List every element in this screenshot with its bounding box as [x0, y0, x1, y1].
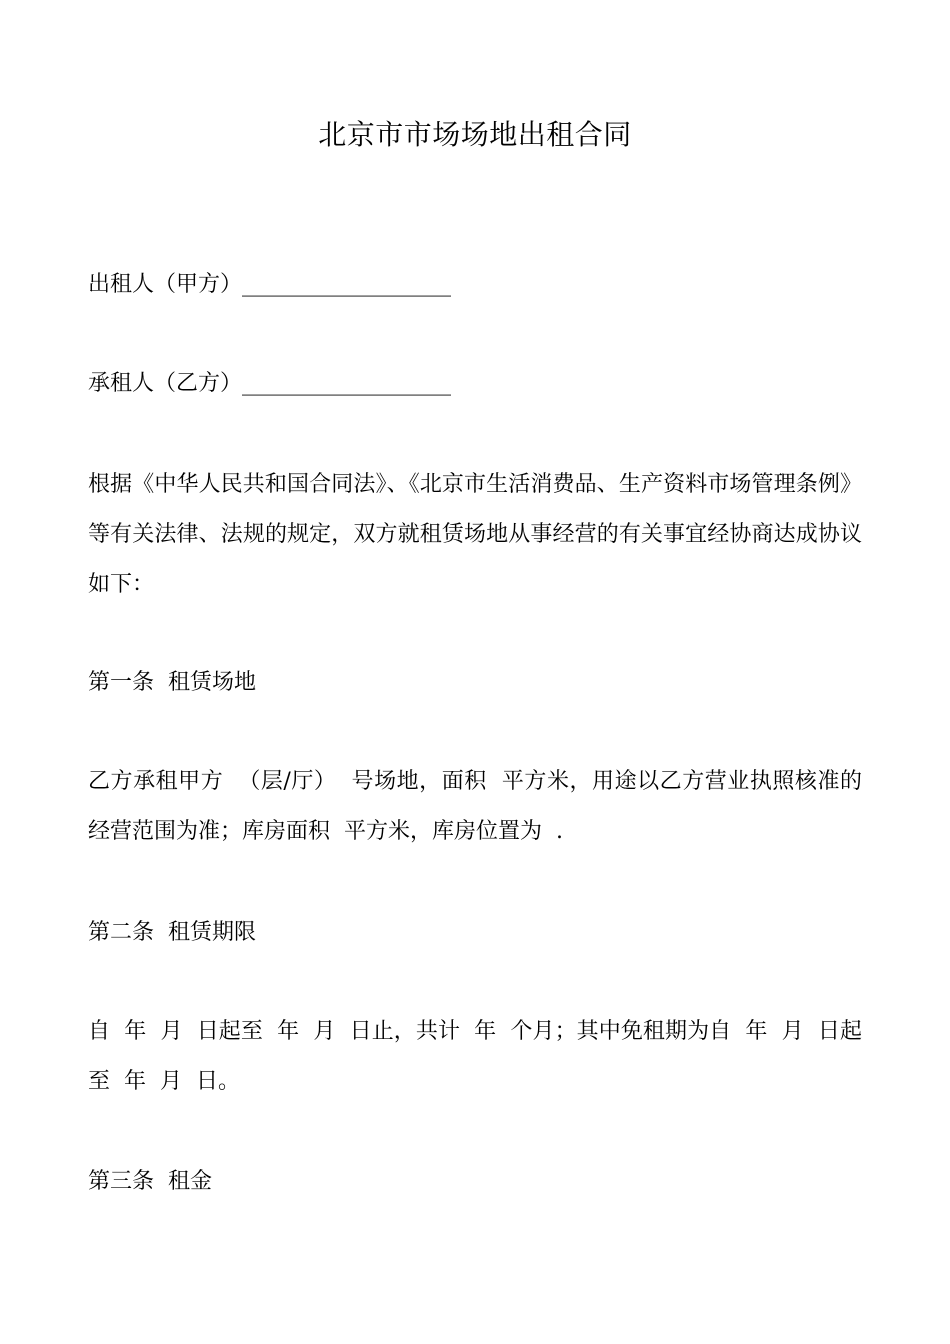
article-3-heading: 第三条 租金 — [88, 1169, 212, 1194]
lessor-line: 出租人（甲方）___________________ — [88, 272, 452, 297]
article-1-body: 乙方承租甲方 （层/厅） 号场地，面积 平方米，用途以乙方营业执照核准的经营范围为准；库房面积 平方米，库房位置为 . — [88, 769, 862, 844]
article-2-body: 自 年 月 日起至 年 月 日止，共计 年 个月；其中免租期为自 年 月 日起至 年 月 日。 — [88, 1019, 862, 1094]
article-1-heading: 第一条 租赁场地 — [88, 670, 256, 695]
article-2-heading: 第二条 租赁期限 — [88, 920, 256, 945]
lessee-line: 承租人（乙方）___________________ — [88, 371, 452, 396]
preamble-paragraph: 根据《中华人民共和国合同法》、《北京市生活消费品、生产资料市场管理条例》等有关法律、法规的规定，双方就租赁场地从事经营的有关事宜经协商达成协议如下： — [88, 472, 862, 597]
document-title: 北京市市场场地出租合同 — [318, 118, 632, 151]
